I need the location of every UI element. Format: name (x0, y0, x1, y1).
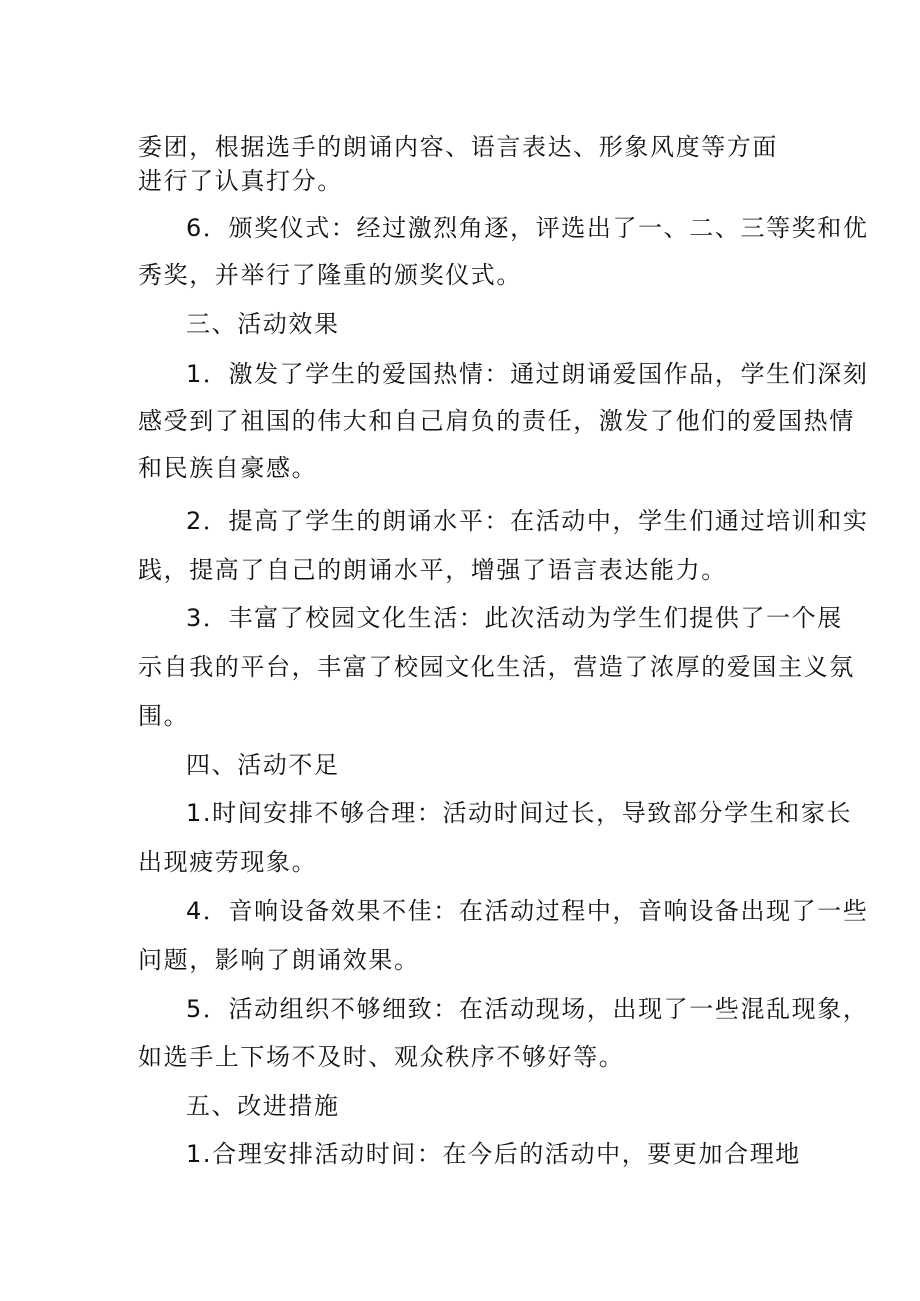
section-heading: 五、改进措施 (186, 1092, 340, 1120)
paragraph-line: 感受到了祖国的伟大和自己肩负的责任，激发了他们的爱国热情 (138, 407, 855, 435)
paragraph-line: 1.时间安排不够合理：活动时间过长，导致部分学生和家长 (186, 799, 853, 827)
paragraph-line: 进行了认真打分。 (138, 167, 343, 195)
paragraph-line: 出现疲劳现象。 (138, 848, 318, 876)
paragraph-line: 践，提高了自己的朗诵水平，增强了语言表达能力。 (138, 556, 727, 584)
paragraph-line: 问题，影响了朗诵效果。 (138, 946, 420, 974)
paragraph-line: 如选手上下场不及时、观众秩序不够好等。 (138, 1043, 625, 1071)
section-heading: 三、活动效果 (186, 310, 340, 338)
paragraph-line: 围。 (138, 702, 190, 730)
section-heading: 四、活动不足 (186, 751, 340, 779)
paragraph-line: 2．提高了学生的朗诵水平：在活动中，学生们通过培训和实 (186, 507, 869, 535)
paragraph-line: 4．音响设备效果不佳：在活动过程中，音响设备出现了一些 (186, 897, 869, 925)
paragraph-line: 和民族自豪感。 (138, 454, 318, 482)
paragraph-line: 秀奖，并举行了隆重的颁奖仪式。 (138, 261, 522, 289)
paragraph-line: 示自我的平台，丰富了校园文化生活，营造了浓厚的爱国主义氛 (138, 653, 855, 681)
paragraph-line: 3．丰富了校园文化生活：此次活动为学生们提供了一个展 (186, 604, 843, 632)
paragraph-line: 5．活动组织不够细致：在活动现场，出现了一些混乱现象， (186, 995, 869, 1023)
paragraph-line: 6．颁奖仪式：经过激烈角逐，评选出了一、二、三等奖和优 (186, 214, 869, 242)
paragraph-line: 1.合理安排活动时间：在今后的活动中，要更加合理地 (186, 1140, 801, 1168)
paragraph-line: 1．激发了学生的爱国热情：通过朗诵爱国作品，学生们深刻 (186, 360, 869, 388)
paragraph-line: 委团，根据选手的朗诵内容、语言表达、形象风度等方面 (138, 133, 778, 161)
